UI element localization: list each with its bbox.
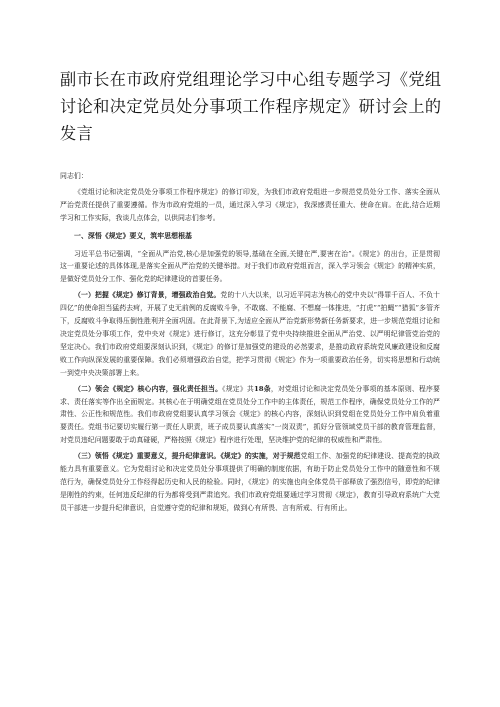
subsection-2-paragraph <box>60 383 440 448</box>
salutation: 同志们： <box>60 172 88 180</box>
subsection-2-lead: （二）领会《规定》核心内容，强化责任担当。 <box>74 384 223 393</box>
section1-paragraph: 习近平总书记强调，“全面从严治党,核心是加强党的领导,基础在全面,关键在严,要害在治”。《规定》的出台，正是贯彻这一重要论述的具体体现,是落实全面从严治党的关键举措。对于我们市政府党组而言，深入学习领会《规定》的精神实质，是做好党员处分工作、强化党的纪律建设的首要任务。 <box>60 249 440 284</box>
subsection-3-text: 党组工作、加强党的纪律建设、提高党的执政能力具有重要意义。它为党组讨论和决定党员处分事项提供了明确的制度依据，有助于防止党员处分工作中的随意性和不规范行为，确保党员处分工作经得起历史和人民的检验。同时，《规定》的实施也向全体党员干部释放了强烈信号，即党的纪律是刚性的约束，任何违反纪律的行为都将受到严肃追究。我们市政府党组要通过学习贯彻《规定》，教育引导政府系统广大党员干部进一步提升纪律意识，自觉遵守党的纪律和规矩，做到心有所畏、言有所戒、行有所止。 <box>60 452 440 512</box>
document-body <box>60 170 440 515</box>
subsection-2-text-b: ，对党组讨论和决定党员处分事项的基本原则、程序要求、责任落实等作出全面规定。其核心在于明确党组在党员处分工作中的主体责任，规范工作程序，确保党员处分工作的严肃性、公正性和规范性。我们市政府党组要认真学习领会《规定》的核心内容，深刻认识到党组在党员处分工作中肩负着重要责任。党组书记要切实履行第一责任人职责，班子成员要认真落实“一岗双责”，抓好分管领域党员干部的教育管理监督，对党员违纪问题要敢于动真碰硬，严格按照《规定》程序进行处理，坚决维护党的纪律的权威性和严肃性。 <box>60 384 440 445</box>
subsection-3-lead: （三）领悟《规定》重要意义，提升纪律意识。 <box>74 452 221 461</box>
subsection-1-paragraph <box>60 289 440 379</box>
document-title: 副市长在市政府党组理论学习中心组专题学习《党组讨论和决定党员处分事项工作程序规定》研讨会上的发言 <box>60 70 442 143</box>
intro-paragraph: 《党组讨论和决定党员处分事项工作程序规定》的修订印发，为我们市政府党组进一步规范党员处分工作、落实全面从严治党责任提供了重要遵循。作为市政府党组的一员，通过深入学习《规定》，我深感责任重大、使命在肩。在此,结合近期学习和工作实际，我谈几点体会，以供同志们参考。 <box>60 187 440 222</box>
subsection-1-lead: （一）把握《规定》修订背景，增强政治自觉。 <box>74 291 221 300</box>
subsection-2-bold: 18条 <box>253 384 271 393</box>
subsection-1-text: 党的十八大以来，以习近平同志为核心的党中央以“得罪千百人、不负十四亿”的使命担当猛药去疴，开展了史无前例的反腐败斗争，不敢腐、不能腐、不想腐一体推进，“打虎”“拍蝇”“猎狐”多管齐下，反腐败斗争取得压倒性胜利并全面巩固。在此背景下,为适应全面从严治党新形势新任务新要求，进一步规范党组讨论和决定党员处分事项工作，党中央对《规定》进行修订，这充分彰显了党中央持续推进全面从严治党、以严明纪律管党治党的坚定决心。我们市政府党组要深刻认识到，《规定》的修订是加强党的建设的必然要求，是推动政府系统党风廉政建设和反腐败工作向纵深发展的重要保障。我们必须增强政治自觉，把学习贯彻《规定》作为一项重要政治任务，切实将思想和行动统一到党中央决策部署上来。 <box>60 291 440 377</box>
section-heading-1: 一、深悟《规定》要义，筑牢思想根基 <box>74 231 192 240</box>
subsection-3-bold: 《规定》的实施，对于规范 <box>220 452 301 461</box>
subsection-2-text-a: 《规定》共 <box>222 384 254 393</box>
subsection-3-paragraph <box>60 450 440 515</box>
